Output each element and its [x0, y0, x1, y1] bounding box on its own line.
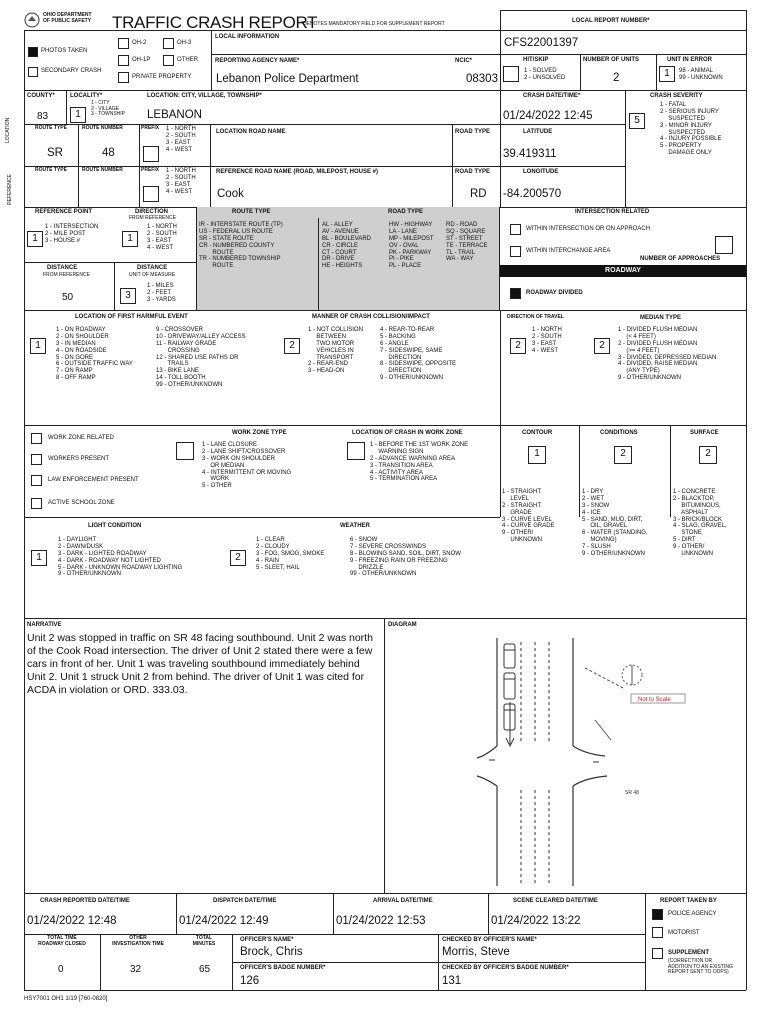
median-type-label: MEDIAN TYPE — [640, 315, 682, 321]
checked-by-label: CHECKED BY OFFICER'S NAME* — [442, 937, 537, 943]
work-zone-location-box[interactable] — [347, 442, 365, 460]
total-time-closed-value: 0 — [58, 964, 64, 975]
diagram-label: DIAGRAM — [388, 622, 417, 628]
number-of-units-value: 2 — [613, 72, 620, 84]
law-enforcement-checkbox[interactable] — [31, 475, 42, 486]
ref-prefix-options: 1 - NORTH 2 - SOUTH 3 - EAST 4 - WEST — [166, 168, 196, 195]
direction-label: DIRECTION — [135, 209, 168, 215]
oh3-checkbox[interactable] — [163, 38, 174, 49]
route-number-value: 48 — [102, 147, 115, 159]
report-taken-by-label: REPORT TAKEN BY — [660, 898, 717, 904]
county-value: 83 — [37, 111, 49, 122]
oh2-label: OH-2 — [132, 40, 147, 46]
locality-box[interactable]: 1 — [70, 107, 86, 123]
other-investigation-value: 32 — [130, 964, 142, 975]
oh1p-label: OH-1P — [132, 57, 151, 63]
crash-datetime-value: 01/24/2022 12:45 — [503, 110, 593, 122]
local-report-number-label: LOCAL REPORT NUMBER* — [572, 18, 650, 24]
work-zone-type-box[interactable] — [176, 442, 194, 460]
work-zone-location-label: LOCATION OF CRASH IN WORK ZONE — [352, 430, 463, 436]
report-title: TRAFFIC CRASH REPORT — [112, 13, 318, 32]
compass-icon — [622, 665, 642, 685]
narrative-text: Unit 2 was stopped in traffic on SR 48 facing southbound. Unit 2 was north of the Cook Road intersection. The driver of Unit 2 stated there were a few cars in front of her. Unit 1 was traveling southbound immediately behind Unit 2. Unit 1 struck Unit 2 from behind. The driver of Unit 1 was cited for ACDA in violation or ORD. 333.03. — [27, 632, 373, 696]
side-label-reference: REFERENCE — [7, 174, 13, 205]
local-report-number-value: CFS22001397 — [504, 37, 579, 49]
officer-badge-value: 126 — [240, 975, 260, 987]
intersection-related-label: INTERSECTION RELATED — [575, 209, 650, 215]
distance-unit-label: DISTANCE — [137, 265, 168, 271]
weather-options-2: 6 - SNOW 7 - SEVERE CROSSWINDS 8 - BLOWING SAND, SOIL, DIRT, SNOW 9 - FREEZING RAIN OR FREEZING DRIZZLE 99 - OTHER/UNKNOWN — [350, 537, 461, 578]
side-label-location: LOCATION — [5, 117, 11, 143]
route-type-value: SR — [47, 147, 63, 159]
prefix-options: 1 - NORTH 2 - SOUTH 3 - EAST 4 - WEST — [166, 126, 196, 153]
latitude-value: 39.419311 — [503, 148, 557, 160]
number-of-approaches-label: NUMBER OF APPROACHES — [640, 256, 721, 262]
median-type-options: 1 - DIVIDED FLUSH MEDIAN (< 4 FEET) 2 - DIVIDED FLUSH MEDIAN (>= 4 FEET) 3 - DIVIDED, DEPRESSED MEDIAN 4 - DIVIDED, RAISE MEDIAN (ANY TYPE) 9 - OTHER/UNKNOWN — [618, 327, 717, 382]
surface-box[interactable]: 2 — [699, 446, 717, 464]
first-harmful-event-options-1: 1 - ON ROADWAY 2 - ON SHOULDER 3 - IN MEDIAN 4 - ON ROADSIDE 5 - ON GORE 6 - OUTSIDE TRAFFIC WAY 7 - ON RAMP 8 - OFF RAMP — [56, 327, 133, 382]
travel-arrow-icon — [506, 702, 514, 746]
total-minutes-value: 65 — [199, 964, 211, 975]
weather-label: WEATHER — [340, 523, 370, 529]
checked-badge-value: 131 — [442, 975, 462, 987]
median-type-box[interactable]: 2 — [594, 338, 610, 354]
law-enforcement-label: LAW ENFORCEMENT PRESENT — [48, 477, 139, 483]
contour-box[interactable]: 1 — [528, 446, 546, 464]
supplement-checkbox[interactable] — [652, 948, 663, 959]
surface-label: SURFACE — [690, 430, 719, 436]
distance-value: 50 — [62, 292, 74, 303]
reference-point-box[interactable]: 1 — [27, 231, 43, 247]
checked-by-value: Morris, Steve — [442, 946, 510, 958]
local-information-label: LOCAL INFORMATION — [215, 34, 280, 40]
ncic-label: NCIC* — [455, 58, 473, 64]
crash-datetime-label: CRASH DATE/TIME* — [523, 93, 581, 99]
reference-point-label: REFERENCE POINT — [35, 209, 93, 215]
hit-skip-options: 1 - SOLVED 2 - UNSOLVED — [524, 68, 566, 81]
hit-skip-box[interactable] — [503, 66, 519, 82]
manner-options-2: 4 - REAR-TO-REAR 5 - BACKING 6 - ANGLE 7 - SIDESWIPE, SAME DIRECTION 8 - SIDESWIPE, OPPOSITE DIRECTION 9 - OTHER/UNKNOWN — [380, 327, 457, 382]
unit-in-error-options: 98 - ANIMAL 99 - UNKNOWN — [679, 68, 723, 81]
unit-in-error-label: UNIT IN ERROR — [667, 57, 712, 63]
contour-options: 1 - STRAIGHT LEVEL 2 - STRAIGHT GRADE 3 - CURVE LEVEL 4 - CURVE GRADE 9 - OTHER/ UNKNOWN — [502, 489, 555, 544]
latitude-label: LATITUDE — [523, 129, 553, 135]
prefix-label: PREFIX — [141, 125, 160, 131]
roadway-header: ROADWAY — [500, 265, 746, 277]
road-type-legend-col1: AL - ALLEY AV - AVENUE BL - BOULEVARD CR - CIRCLE CT - COURT DR - DRIVE HE - HEIGHTS — [322, 222, 372, 270]
distance-unit-options: 1 - MILES 2 - FEET 3 - YARDS — [147, 283, 176, 303]
location-label: LOCATION: CITY, VILLAGE, TOWNSHIP* — [147, 93, 262, 99]
route-type-legend: IR - INTERSTATE ROUTE (TP) US - FEDERAL US ROUTE SR - STATE ROUTE CR - NUMBERED COUNTY ROUTE TR - NUMBERED TOWNSHIP ROUTE — [199, 222, 283, 270]
form-id: HSY7001 OH1 1/19 [760-0820] — [24, 996, 108, 1002]
road-type-label: ROAD TYPE — [455, 129, 491, 135]
direction-of-travel-box[interactable]: 2 — [510, 338, 526, 354]
roadway-divided-label: ROADWAY DIVIDED — [526, 290, 583, 296]
light-condition-label: LIGHT CONDITION — [88, 523, 142, 529]
crash-severity-label: CRASH SEVERITY — [650, 93, 703, 99]
total-time-closed-label: TOTAL TIME ROADWAY CLOSED — [38, 935, 86, 947]
reference-road-value: Cook — [217, 188, 244, 200]
manner-of-crash-label: MANNER OF CRASH COLLISION/IMPACT — [312, 314, 430, 320]
other-label: OTHER — [177, 57, 198, 63]
motorist-label: MOTORIST — [668, 930, 700, 936]
supplement-label: SUPPLEMENT — [668, 950, 710, 956]
other-checkbox[interactable] — [163, 55, 174, 66]
ncic-value: 08303 — [466, 73, 498, 85]
roadway-divided-checkbox[interactable] — [510, 288, 521, 299]
reporting-agency-value: Lebanon Police Department — [216, 73, 359, 85]
workers-present-label: WORKERS PRESENT — [48, 456, 110, 462]
manner-of-crash-box[interactable]: 2 — [284, 338, 300, 354]
weather-options-1: 1 - CLEAR 2 - CLOUDY 3 - FOG, SMOG, SMOKE 4 - RAIN 5 - SLEET, HAIL — [256, 537, 325, 571]
scene-cleared-value: 01/24/2022 13:22 — [491, 915, 581, 927]
crash-reported-label: CRASH REPORTED DATE/TIME — [40, 898, 130, 904]
county-label: COUNTY* — [27, 93, 55, 99]
odps-logo: OHIO DEPARTMENT OF PUBLIC SAFETY — [24, 12, 102, 28]
supplement-note: (CORRECTION OR ADDITION TO AN EXISTING REPORT SENT TO ODPS) — [668, 958, 733, 975]
arrival-value: 01/24/2022 12:53 — [336, 915, 426, 927]
location-value: LEBANON — [147, 109, 202, 121]
work-zone-related-checkbox[interactable] — [31, 433, 42, 444]
location-road-label: LOCATION ROAD NAME — [216, 129, 286, 135]
manner-options-1: 1 - NOT COLLISION BETWEEN TWO MOTOR VEHICLES IN TRANSPORT 2 - REAR-END 3 - HEAD-ON — [308, 327, 363, 375]
ref-road-type-label: ROAD TYPE — [455, 169, 491, 175]
vehicle-unit-2-icon — [504, 644, 515, 668]
ref-prefix-box[interactable] — [143, 186, 159, 202]
locality-label: LOCALITY* — [70, 93, 103, 99]
number-of-units-label: NUMBER OF UNITS — [583, 57, 639, 63]
direction-sublabel: FROM REFERENCE — [129, 215, 176, 221]
police-agency-label: POLICE AGENCY — [668, 911, 717, 917]
direction-options: 1 - NORTH 2 - SOUTH 3 - EAST 4 - WEST — [147, 224, 177, 251]
crash-diagram — [385, 628, 745, 892]
prefix-box[interactable] — [143, 146, 159, 162]
longitude-label: LONGITUDE — [523, 169, 559, 175]
secondary-crash-checkbox[interactable] — [28, 67, 38, 77]
within-intersection-checkbox[interactable] — [510, 224, 521, 235]
photos-taken-label: PHOTOS TAKEN — [41, 48, 88, 54]
weather-box[interactable]: 2 — [230, 550, 246, 566]
secondary-crash-label: SECONDARY CRASH — [41, 68, 102, 74]
oh2-checkbox[interactable] — [118, 38, 129, 49]
conditions-label: CONDITIONS — [600, 430, 638, 436]
ohio-seal-icon — [24, 12, 40, 28]
conditions-box[interactable]: 2 — [614, 446, 632, 464]
light-condition-options: 1 - DAYLIGHT 2 - DAWN/DUSK 3 - DARK - LIGHTED ROADWAY 4 - DARK - ROADWAY NOT LIGHTED 5 - DARK - UNKNOWN ROADWAY LIGHTING 9 - OTHER/UNKNOWN — [58, 537, 183, 578]
total-minutes-label: TOTAL MINUTES — [192, 935, 216, 947]
reporting-agency-label: REPORTING AGENCY NAME* — [215, 58, 300, 64]
distance-sublabel: FROM REFERENCE — [43, 272, 90, 278]
private-property-label: PRIVATE PROPERTY — [132, 74, 192, 80]
report-subtitle: *DENOTES MANDATORY FIELD FOR SUPPLEMENT REPORT — [301, 21, 445, 27]
other-investigation-label: OTHER INVESTIGATION TIME — [112, 935, 164, 947]
reference-road-label: REFERENCE ROAD NAME (ROAD, MILEPOST, HOUSE #) — [216, 169, 379, 175]
active-school-label: ACTIVE SCHOOL ZONE — [48, 500, 115, 506]
dispatch-value: 01/24/2022 12:49 — [179, 915, 269, 927]
reference-road-type-value: RD — [470, 188, 487, 200]
narrative-label: NARRATIVE — [27, 622, 62, 628]
road-type-legend-col2: HW - HIGHWAY LA - LANE MP - MILEPOST OV - OVAL PK - PARKWAY PI - PIKE PL - PLACE — [389, 222, 434, 270]
longitude-value: -84.200570 — [503, 188, 562, 200]
hit-skip-label: HIT/SKIP — [523, 57, 549, 63]
arrival-label: ARRIVAL DATE/TIME — [373, 898, 433, 904]
first-harmful-event-label: LOCATION OF FIRST HARMFUL EVENT — [75, 314, 188, 320]
dispatch-label: DISPATCH DATE/TIME — [213, 898, 277, 904]
first-harmful-event-options-2: 9 - CROSSOVER 10 - DRIVEWAY/ALLEY ACCESS 11 - RAILWAY GRADE CROSSING 12 - SHARED USE PATHS OR TRAILS 13 - BIKE LANE 14 - TOLL BOOTH 99 - OTHER/UNKNOWN — [156, 327, 246, 389]
diagram-scale-note: Not to Scale — [638, 697, 671, 703]
route-type-header: ROUTE TYPE — [232, 209, 271, 215]
work-zone-location-options: 1 - BEFORE THE 1ST WORK ZONE WARNING SIGN 2 - ADVANCE WARNING AREA 3 - TRANSITION AREA 4 - ACTIVITY AREA 5 - TERMINATION AREA — [370, 442, 469, 483]
conditions-options: 1 - DRY 2 - WET 3 - SNOW 4 - ICE 5 - SAND, MUD, DIRT, OIL, GRAVEL 6 - WATER (STANDING, MOVING) 7 - SLUSH 9 - OTHER/UNKNOWN — [582, 489, 648, 558]
officer-name-value: Brock, Chris — [240, 946, 303, 958]
work-zone-type-label: WORK ZONE TYPE — [232, 430, 287, 436]
within-intersection-label: WITHIN INTERSECTION OR ON APPROACH — [526, 226, 651, 232]
ref-prefix-label: PREFIX — [141, 167, 160, 173]
motorist-checkbox[interactable] — [652, 927, 663, 938]
private-property-checkbox[interactable] — [118, 72, 129, 83]
direction-of-travel-label: DIRECTION OF TRAVEL — [507, 314, 564, 320]
ref-route-number-label: ROUTE NUMBER — [82, 167, 123, 173]
crash-reported-value: 01/24/2022 12:48 — [27, 915, 117, 927]
active-school-checkbox[interactable] — [31, 498, 42, 509]
scene-cleared-label: SCENE CLEARED DATE/TIME — [513, 898, 598, 904]
first-harmful-event-box[interactable]: 1 — [30, 338, 46, 354]
reference-point-options: 1 - INTERSECTION 2 - MILE POST 3 - HOUSE # — [45, 224, 99, 244]
distance-unit-box[interactable]: 3 — [120, 288, 136, 304]
within-interchange-checkbox[interactable] — [510, 246, 521, 257]
diagram-road-label: SR 48 — [625, 790, 639, 796]
direction-of-travel-options: 1 - NORTH 2 - SOUTH 3 - EAST 4 - WEST — [532, 327, 562, 354]
officer-badge-label: OFFICER'S BADGE NUMBER* — [240, 965, 326, 971]
unit-in-error-box[interactable]: 1 — [659, 66, 675, 82]
vehicle-unit-1-icon — [504, 673, 515, 699]
route-type-label: ROUTE TYPE — [35, 125, 67, 131]
oh3-label: OH-3 — [177, 40, 192, 46]
road-type-legend-col3: RD - ROAD SQ - SQUARE ST - STREET TE - TERRACE TL - TRAIL WA - WAY — [446, 222, 488, 263]
crash-severity-options: 1 - FATAL 2 - SERIOUS INJURY SUSPECTED 3 - MINOR INJURY SUSPECTED 4 - INJURY POSSIBLE 5 - PROPERTY DAMAGE ONLY — [660, 102, 722, 157]
contour-label: CONTOUR — [522, 430, 553, 436]
number-of-approaches-box[interactable] — [715, 236, 733, 254]
crash-severity-box[interactable]: 5 — [629, 113, 645, 129]
distance-label: DISTANCE — [47, 265, 78, 271]
oh1p-checkbox[interactable] — [118, 55, 129, 66]
work-zone-type-options: 1 - LANE CLOSURE 2 - LANE SHIFT/CROSSOVER 3 - WORK ON SHOULDER OR MEDIAN 4 - INTERMITTENT OR MOVING WORK 5 - OTHER — [202, 442, 292, 490]
ref-route-type-label: ROUTE TYPE — [35, 167, 67, 173]
officer-name-label: OFFICER'S NAME* — [240, 937, 294, 943]
distance-unit-sublabel: UNIT OF MEASURE — [129, 272, 176, 278]
within-interchange-label: WITHIN INTERCHANGE AREA — [526, 248, 611, 254]
road-type-header: ROAD TYPE — [388, 209, 424, 215]
police-agency-checkbox[interactable] — [652, 909, 663, 920]
locality-options: 1 - CITY 2 - VILLAGE 3 - TOWNSHIP — [91, 100, 125, 117]
photos-taken-checkbox[interactable] — [28, 47, 38, 57]
route-number-label: ROUTE NUMBER — [82, 125, 123, 131]
checked-badge-label: CHECKED BY OFFICER'S BADGE NUMBER* — [442, 965, 569, 971]
workers-present-checkbox[interactable] — [31, 454, 42, 465]
work-zone-related-label: WORK ZONE RELATED — [48, 435, 114, 441]
direction-box[interactable]: 1 — [122, 231, 138, 247]
surface-options: 1 - CONCRETE 2 - BLACKTOP, BITUMINOUS, ASPHALT 3 - BRICK/BLOCK 4 - SLAG, GRAVEL, STONE 5 - DIRT 9 - OTHER/ UNKNOWN — [673, 489, 727, 558]
light-condition-box[interactable]: 1 — [31, 550, 47, 566]
